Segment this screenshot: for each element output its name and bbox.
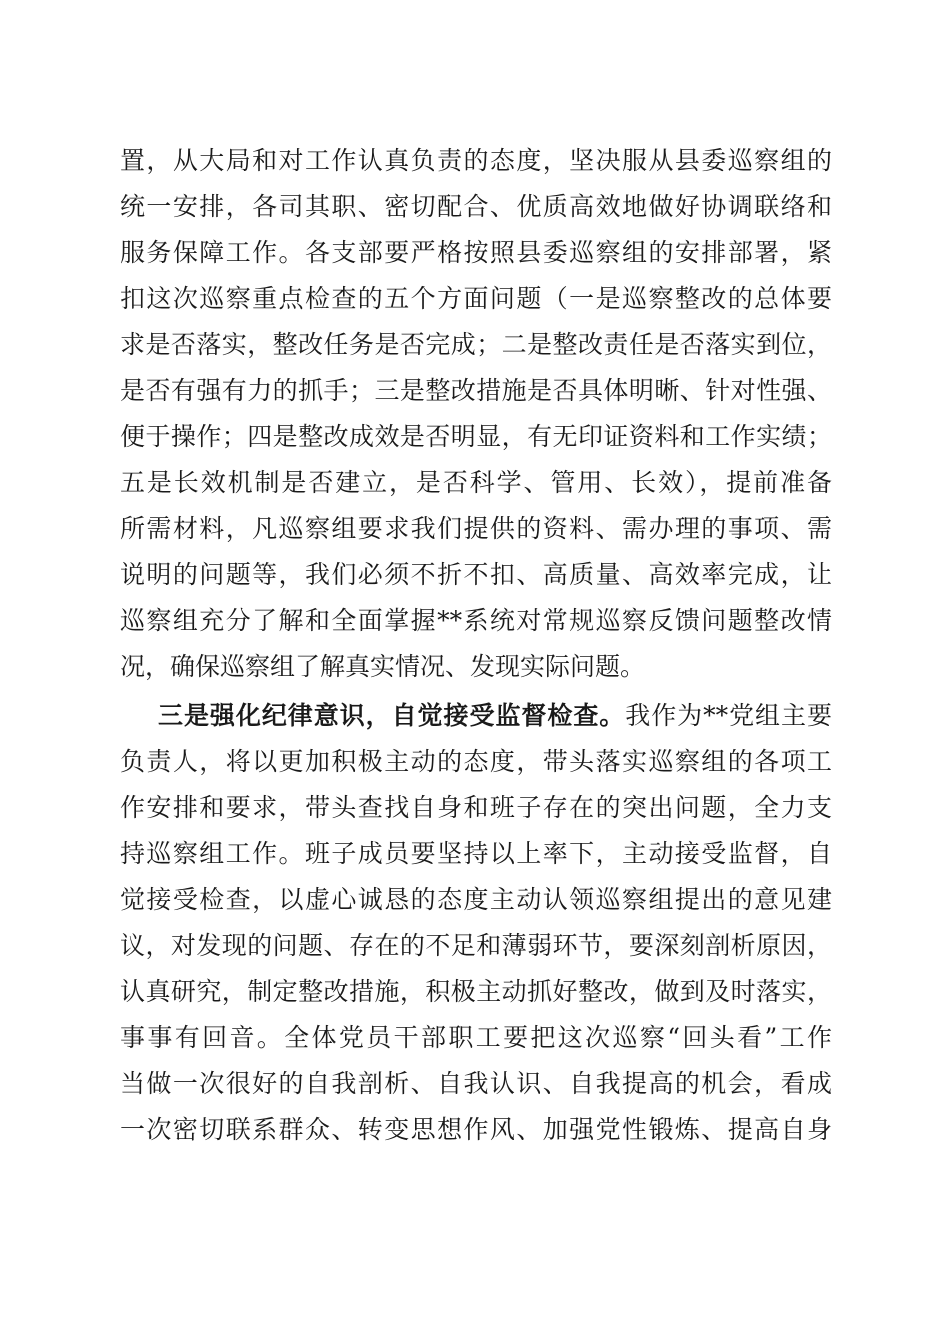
paragraph-2-line-2: 负责人，将以更加积极主动的态度，带头落实巡察组的各项工 [120,747,832,776]
paragraph-2-line-9: 当做一次很好的自我剖析、自我认识、自我提高的机会，看成 [120,1069,832,1098]
paragraph-2-line-3: 作安排和要求，带头查找自身和班子存在的突出问题，全力支 [120,793,832,822]
paragraph-1-line-5: 求是否落实，整改任务是否完成；二是整改责任是否落实到位， [120,330,832,359]
paragraph-1-line-6: 是否有强有力的抓手；三是整改措施是否具体明晰、针对性强、 [120,376,832,405]
paragraph-1-line-7: 便于操作；四是整改成效是否明显，有无印证资料和工作实绩； [120,422,832,451]
paragraph-2-line-10: 一次密切联系群众、转变思想作风、加强党性锻炼、提高自身 [120,1115,832,1144]
paragraph-1-line-4: 扣这次巡察重点检查的五个方面问题（一是巡察整改的总体要 [120,284,832,313]
paragraph-1-line-1: 置，从大局和对工作认真负责的态度，坚决服从县委巡察组的 [120,146,832,175]
paragraph-2-line-6: 议，对发现的问题、存在的不足和薄弱环节，要深刻剖析原因， [120,931,832,960]
paragraph-2-line-1 [158,699,832,733]
paragraph-2-first-line-rest: 我作为**党组主要 [625,701,832,730]
paragraph-2-heading: 三是强化纪律意识，自觉接受监督检查。 [158,701,626,730]
paragraph-2-line-7: 认真研究，制定整改措施，积极主动抓好整改，做到及时落实， [120,977,832,1006]
paragraph-1-line-8: 五是长效机制是否建立，是否科学、管用、长效），提前准备 [120,468,832,497]
paragraph-1-line-9: 所需材料，凡巡察组要求我们提供的资料、需办理的事项、需 [120,514,832,543]
paragraph-2-line-8: 事事有回音。全体党员干部职工要把这次巡察“回头看”工作 [120,1023,832,1052]
paragraph-1-line-12: 况，确保巡察组了解真实情况、发现实际问题。 [120,652,646,681]
paragraph-1-line-11: 巡察组充分了解和全面掌握**系统对常规巡察反馈问题整改情 [120,606,832,635]
paragraph-2-line-4: 持巡察组工作。班子成员要坚持以上率下，主动接受监督，自 [120,839,832,868]
paragraph-1-line-10: 说明的问题等，我们必须不折不扣、高质量、高效率完成，让 [120,560,832,589]
paragraph-2-line-5: 觉接受检查，以虚心诚恳的态度主动认领巡察组提出的意见建 [120,885,832,914]
paragraph-1-line-3: 服务保障工作。各支部要严格按照县委巡察组的安排部署，紧 [120,238,832,267]
paragraph-1-line-2: 统一安排，各司其职、密切配合、优质高效地做好协调联络和 [120,192,832,221]
